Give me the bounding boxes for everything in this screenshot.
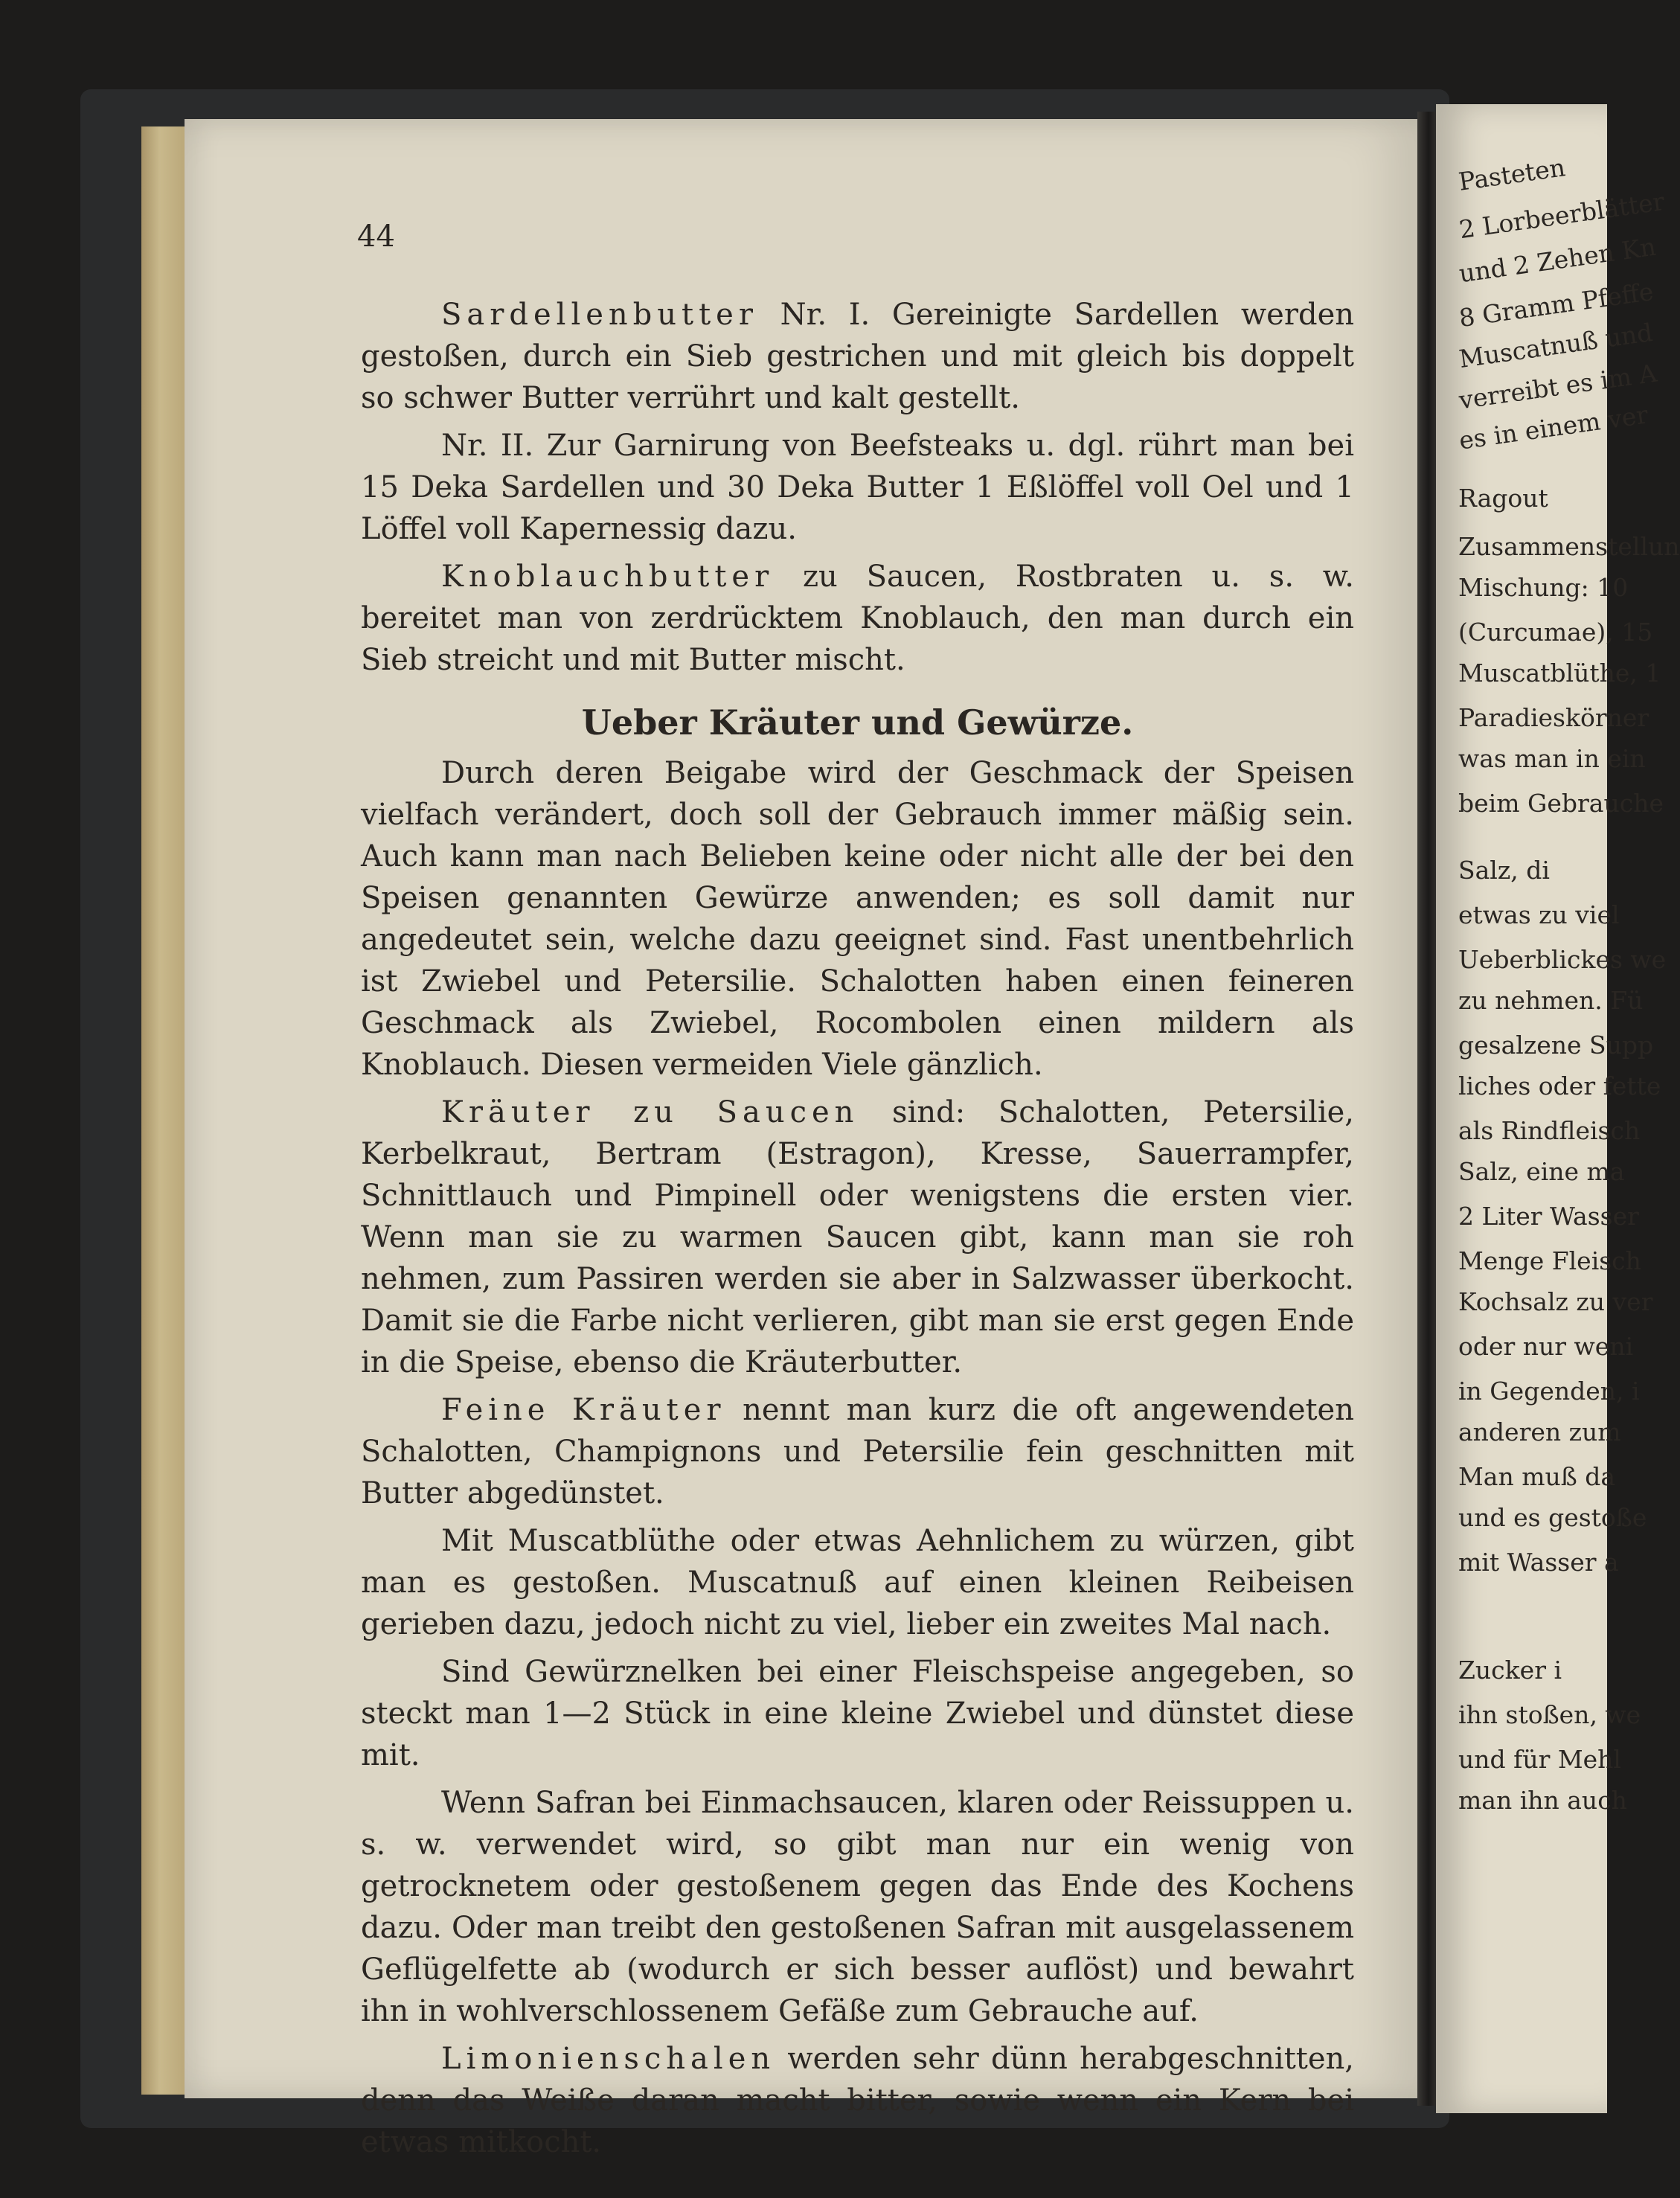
paragraph-lead: Feine Kräuter <box>441 1393 726 1427</box>
right-page-line: etwas zu viel <box>1458 900 1620 929</box>
right-page-line: Man muß da <box>1458 1462 1616 1491</box>
paragraph <box>361 2038 1354 2163</box>
paragraph-text: werden sehr dünn herabgeschnitten, denn das Weiße daran macht bitter, sowie wenn ein Kern bei etwas mitkocht. <box>361 2042 1354 2159</box>
paragraph-text: Nr. II. Zur Garnirung von Beefsteaks u. dgl. rührt man bei 15 Deka Sardellen und 30 Deka Butter 1 Eßlöffel voll Oel und 1 Löffel voll Kapernessig dazu. <box>361 429 1354 546</box>
paragraph-text: Sind Gewürznelken bei einer Fleischspeise angegeben, so steckt man 1—2 Stück in eine kleine Zwiebel und dünstet diese mit. <box>361 1655 1354 1772</box>
paragraph <box>361 1651 1354 1776</box>
right-page-line: verreibt es im A <box>1457 358 1659 415</box>
right-page-line: beim Gebrauche <box>1458 789 1664 818</box>
paragraph-text: Durch deren Beigabe wird der Geschmack der Speisen vielfach verändert, doch soll der Gebrauch immer mäßig sein. Auch kann man nach Belieben keine oder nicht alle der bei den Speisen genannten Gewürze anwenden; es soll damit nur angedeutet sein, welche dazu geeignet sind. Fast unentbehrlich ist Zwiebel und Petersilie. Schalotten haben einen feineren Geschmack als Zwiebel, Rocombolen einen mildern als Knoblauch. Diesen vermeiden Viele gänzlich. <box>361 756 1354 1082</box>
right-page-line: es in einem ver <box>1457 400 1650 455</box>
paragraph-text: zu Saucen, Rostbraten u. s. w. bereitet man von zerdrücktem Knoblauch, den man durch ein Sieb streicht und mit Butter mischt. <box>361 560 1354 677</box>
paragraph-text: sind: Schalotten, Petersilie, Kerbelkraut, Bertram (Estragon), Kresse, Sauerrampfer, Schnittlauch und Pimpinell oder wenigstens die ersten vier. Wenn man sie zu warmen Saucen gibt, kann man sie roh nehmen, zum Passiren werden sie aber in Salzwasser überkocht. Damit sie die Farbe nicht verlieren, gibt man sie erst gegen Ende in die Speise, ebenso die Kräuterbutter. <box>361 1095 1355 1380</box>
right-page-line: ihn stoßen, we <box>1458 1700 1641 1729</box>
paragraph-text: nennt man kurz die oft angewendeten Schalotten, Champignons und Petersilie fein geschnitten mit Butter abgedünstet. <box>361 1393 1354 1510</box>
right-page-line: Zucker i <box>1458 1656 1562 1685</box>
paragraph-lead: Sardellenbutter <box>441 298 758 332</box>
right-page-line: mit Wasser a <box>1458 1548 1619 1577</box>
right-page-line: Muscatnuß und <box>1457 317 1655 374</box>
paragraph <box>361 294 1354 419</box>
right-page-line: und es gestoße <box>1458 1503 1647 1532</box>
right-page-line: (Curcumae), 15 <box>1458 618 1653 647</box>
paragraph <box>361 752 1354 1086</box>
right-page-line: Ueberblickes we <box>1458 945 1667 974</box>
right-page-line: 8 Gramm Pfeffe <box>1457 276 1655 333</box>
right-page-line: Menge Fleisch <box>1458 1246 1641 1275</box>
paragraph <box>361 556 1354 681</box>
right-page-line: Paradieskörner <box>1458 703 1649 732</box>
right-page-line: Salz, eine ma <box>1458 1157 1625 1186</box>
paragraph-text: Wenn Safran bei Einmachsaucen, klaren oder Reissuppen u. s. w. verwendet wird, so gibt man nur ein wenig von getrocknetem oder gestoßenem gegen das Ende des Kochens dazu. Oder man treibt den gestoßenen Safran mit ausgelassenem Geflügelfette ab (wodurch er sich besser auflöst) und bewahrt ihn in wohlverschlossenem Gefäße zum Gebrauche auf. <box>361 1786 1354 2028</box>
right-page-line: Ragout <box>1458 484 1548 513</box>
paragraph-lead: Kräuter zu Saucen <box>441 1095 859 1130</box>
section-heading: Ueber Kräuter und Gewürze. <box>581 702 1134 743</box>
right-page-line: Muscatblüthe, 1 <box>1458 659 1661 688</box>
right-page-line: Salz, di <box>1458 856 1550 885</box>
right-page-line: man ihn auch <box>1458 1786 1627 1815</box>
right-page-line: als Rindfleisch <box>1458 1116 1641 1145</box>
paragraph <box>361 1092 1354 1383</box>
paragraph <box>361 425 1354 550</box>
right-page-line: 2 Liter Wasser <box>1458 1202 1639 1231</box>
right-page-line: und 2 Zehen Kn <box>1457 231 1658 289</box>
right-page-line: und für Mehl <box>1458 1745 1621 1774</box>
right-page-line: in Gegenden, i <box>1458 1377 1640 1406</box>
right-page-line: liches oder fette <box>1458 1071 1661 1100</box>
page-body <box>361 294 1354 2169</box>
right-page-line: oder nur weni <box>1458 1332 1634 1361</box>
right-page-line: anderen zum <box>1458 1417 1621 1446</box>
right-page-line: Zusammenstellun <box>1458 532 1680 561</box>
right-page-line: Pasteten <box>1456 153 1568 196</box>
page-number: 44 <box>357 220 395 254</box>
page-edge <box>141 126 187 2095</box>
right-page <box>1436 104 1680 2113</box>
paragraph-lead: Knoblauchbutter <box>441 560 775 594</box>
paragraph-text: Nr. I. Gereinigte Sardellen werden gestoßen, durch ein Sieb gestrichen und mit gleich bis doppelt so schwer Butter verrührt und kalt gestellt. <box>361 298 1354 415</box>
paragraph <box>361 1782 1354 2032</box>
right-page-line: 2 Lorbeerblätter <box>1457 186 1667 245</box>
right-page-line: was man in ein <box>1458 744 1646 773</box>
right-page-line: Kochsalz zu ver <box>1458 1287 1653 1316</box>
paragraph-lead: Limonienschalen <box>441 2042 776 2076</box>
right-page-line: Mischung: 10 <box>1458 573 1629 602</box>
paragraph <box>361 1520 1354 1645</box>
paragraph-text: Mit Muscatblüthe oder etwas Aehnlichem zu würzen, gibt man es gestoßen. Muscatnuß auf einen kleinen Reibeisen gerieben dazu, jedoch nicht zu viel, lieber ein zweites Mal nach. <box>361 1524 1354 1641</box>
paragraph <box>361 1389 1354 1514</box>
right-page-line: gesalzene Supp <box>1458 1031 1654 1060</box>
right-page-line: zu nehmen. Fü <box>1458 986 1644 1015</box>
